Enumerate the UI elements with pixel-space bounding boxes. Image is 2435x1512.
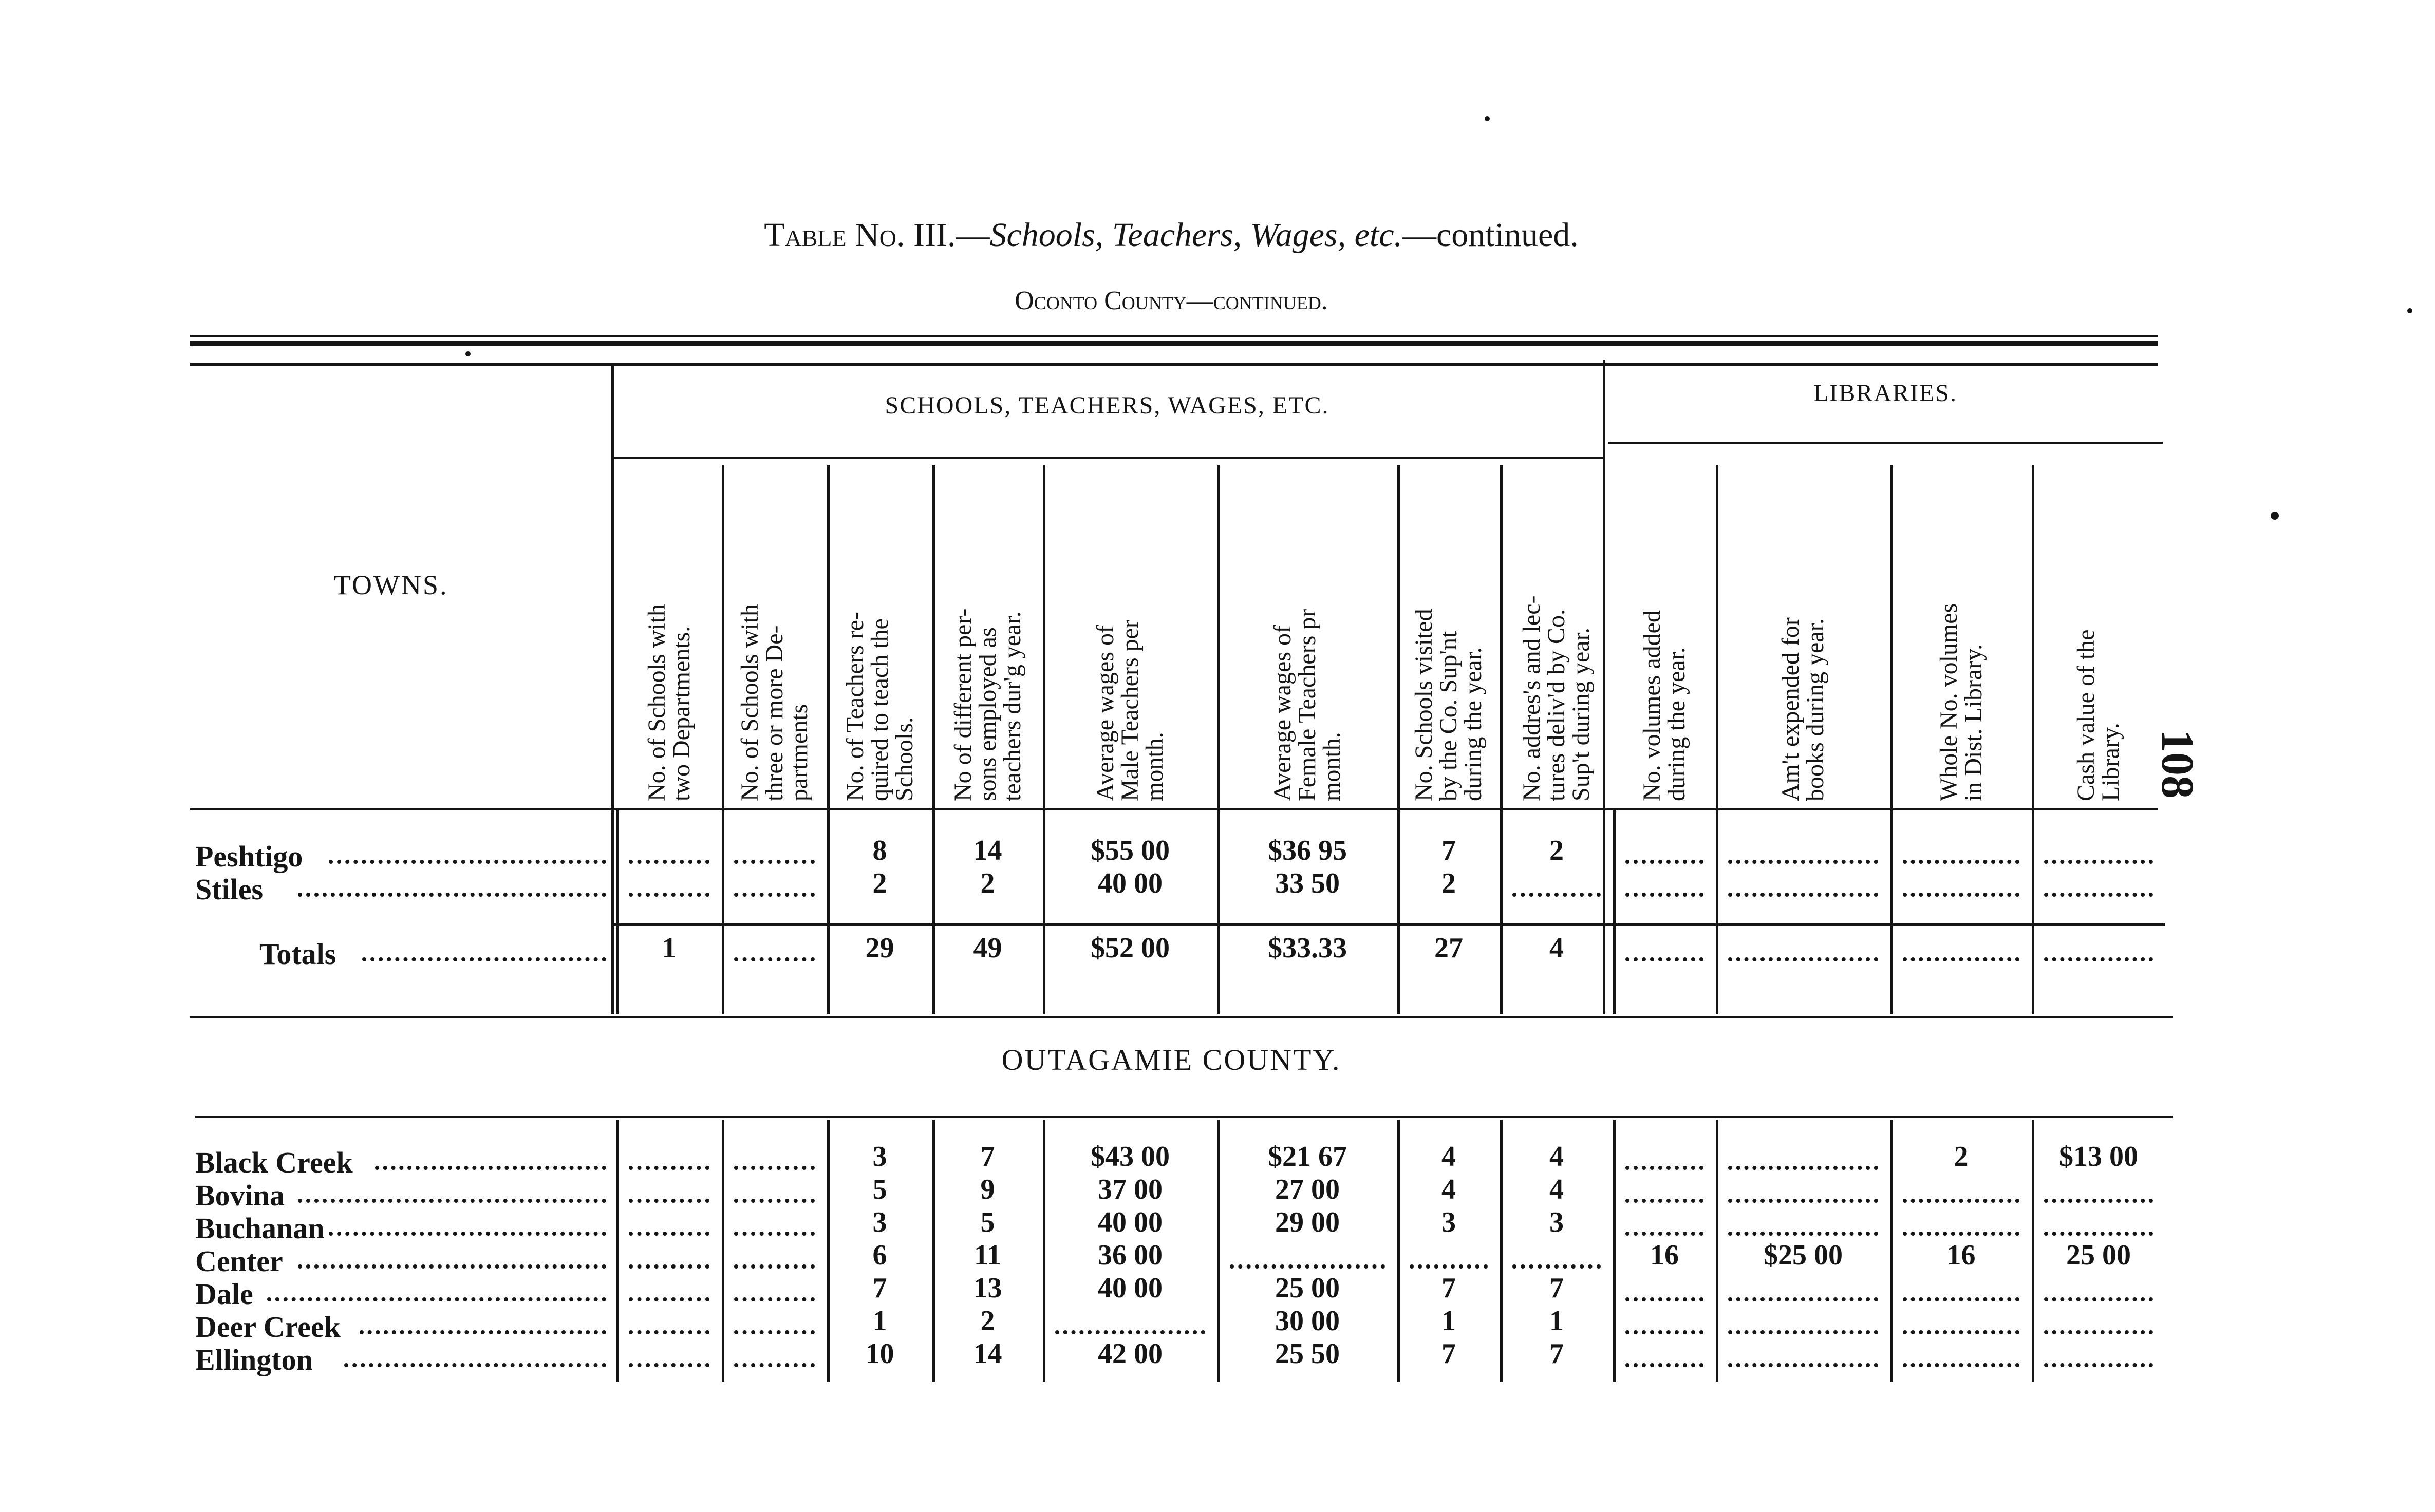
empty-cell-dots [1728, 1166, 1878, 1170]
leader-dots [344, 1363, 606, 1367]
empty-cell-dots [629, 893, 709, 897]
cell-value: 3 [1441, 1206, 1456, 1238]
page-number: 108 [2152, 729, 2203, 799]
cell-value: 2 [1549, 835, 1564, 866]
empty-cell-dots [2044, 1297, 2153, 1301]
empty-cell-dots [734, 957, 815, 961]
empty-cell-dots [2044, 1330, 2153, 1334]
leader-dots [362, 957, 606, 961]
column-divider [1603, 360, 1605, 1014]
column-divider [1043, 1120, 1045, 1382]
empty-cell-dots [629, 1330, 709, 1334]
empty-cell-dots [629, 1166, 709, 1170]
cell-value: 37 00 [1098, 1174, 1163, 1205]
empty-cell-dots [734, 893, 815, 897]
empty-cell-dots [1728, 1232, 1878, 1236]
column-header-line: quired to teach the [866, 618, 893, 801]
empty-cell-dots [734, 1297, 815, 1301]
column-header-line: month. [1141, 732, 1168, 801]
cell-value: 1 [1441, 1305, 1456, 1337]
column-divider [1613, 1120, 1616, 1382]
top-rule-under [190, 363, 2158, 366]
cell-value: $43 00 [1091, 1141, 1170, 1173]
column-header-line: Average wages of [1092, 625, 1119, 801]
column-divider [1613, 810, 1616, 1014]
totals-label: Totals [259, 937, 336, 971]
column-header-line: by the Co. Sup'nt [1435, 631, 1462, 801]
empty-cell-dots [1728, 1297, 1878, 1301]
empty-cell-dots [1625, 1363, 1703, 1367]
empty-cell-dots [1625, 1330, 1703, 1334]
empty-cell-dots [1625, 1297, 1703, 1301]
column-divider [1890, 810, 1893, 1014]
cell-value: 33 50 [1275, 867, 1340, 899]
cell-value: 27 00 [1275, 1174, 1340, 1205]
cell-value: 7 [1441, 1338, 1456, 1370]
empty-cell-dots [1903, 957, 2019, 961]
empty-cell-dots [629, 860, 709, 864]
column-divider [1043, 465, 1045, 809]
empty-cell-dots [734, 1166, 815, 1170]
empty-cell-dots [1625, 1199, 1703, 1203]
column-divider [1500, 1120, 1503, 1382]
empty-cell-dots [734, 1363, 815, 1367]
empty-cell-dots [1903, 1199, 2019, 1203]
column-divider [1043, 810, 1045, 1014]
title-prefix: Table No. III.— [764, 216, 990, 254]
empty-cell-dots [1728, 1330, 1878, 1334]
cell-value: 4 [1549, 1174, 1564, 1205]
empty-cell-dots [2044, 893, 2153, 897]
column-divider [2032, 465, 2034, 809]
oconto-bottom-rule [190, 1016, 2173, 1018]
empty-cell-dots [1410, 1264, 1488, 1269]
leader-dots [329, 860, 606, 864]
empty-cell-dots [629, 1363, 709, 1367]
leader-dots [298, 893, 606, 897]
empty-cell-dots [734, 1199, 815, 1203]
column-header-line: No. of Schools with [643, 604, 670, 801]
town-name: Black Creek [195, 1146, 353, 1179]
top-rule-thick [190, 341, 2158, 346]
column-header-line: during the year. [1459, 647, 1487, 801]
column-divider [1716, 465, 1718, 809]
column-header-line: Male Teachers per [1116, 620, 1144, 801]
cell-value: 7 [1549, 1272, 1564, 1304]
leader-dots [375, 1166, 606, 1170]
column-divider [616, 810, 619, 1014]
column-divider [1397, 810, 1400, 1014]
cell-value: 13 [973, 1272, 1002, 1304]
empty-cell-dots [1728, 1199, 1878, 1203]
cell-value: 1 [1549, 1305, 1564, 1337]
cell-value: 2 [1441, 867, 1456, 899]
header-bottom-rule [190, 808, 2158, 810]
cell-value: 3 [872, 1141, 887, 1173]
cell-value: 7 [1441, 1272, 1456, 1304]
empty-cell-dots [2044, 1232, 2153, 1236]
column-header-line: Sup't during year. [1567, 628, 1595, 801]
cell-value: $36 95 [1268, 835, 1347, 866]
town-name: Peshtigo [195, 840, 303, 873]
column-divider [1890, 1120, 1893, 1382]
column-header-line: No. of Schools with [736, 604, 763, 801]
cell-value: 4 [1441, 1174, 1456, 1205]
cell-value: 9 [980, 1174, 995, 1205]
cell-value: 8 [872, 835, 887, 866]
column-header-line: Cash value of the [2072, 629, 2100, 801]
empty-cell-dots [1625, 893, 1703, 897]
empty-cell-dots [1625, 957, 1703, 961]
empty-cell-dots [1728, 1363, 1878, 1367]
leader-dots [360, 1330, 606, 1334]
column-header-line: month. [1318, 732, 1345, 801]
column-divider [2032, 810, 2034, 1014]
empty-cell-dots [2044, 1199, 2153, 1203]
cell-value: 2 [980, 1305, 995, 1337]
empty-cell-dots [1230, 1264, 1385, 1269]
column-divider [616, 1120, 619, 1382]
column-divider [1500, 465, 1503, 809]
empty-cell-dots [1903, 1330, 2019, 1334]
column-header-line: No. of Teachers re- [841, 612, 869, 801]
table-title [0, 216, 2343, 255]
cell-value: 3 [1549, 1206, 1564, 1238]
empty-cell-dots [734, 1264, 815, 1269]
column-divider [722, 465, 724, 809]
libraries-subheader-rule [1608, 442, 2163, 444]
empty-cell-dots [1728, 893, 1878, 897]
cell-value: 4 [1441, 1141, 1456, 1173]
column-divider [1397, 465, 1400, 809]
cell-value: 6 [872, 1239, 887, 1271]
cell-value: 5 [980, 1206, 995, 1238]
empty-cell-dots [1625, 1232, 1703, 1236]
cell-value: 40 00 [1098, 867, 1163, 899]
cell-value: 27 [1434, 932, 1463, 964]
cell-value: $33.33 [1268, 932, 1347, 964]
column-header-line: No of different per- [949, 608, 977, 801]
outagamie-county-heading: OUTAGAMIE COUNTY. [1001, 1043, 1341, 1076]
print-speck [2407, 308, 2412, 313]
cell-value: 36 00 [1098, 1239, 1163, 1271]
empty-cell-dots [2044, 957, 2153, 961]
cell-value: 25 00 [2066, 1239, 2131, 1271]
cell-value: 3 [872, 1206, 887, 1238]
print-speck [1485, 116, 1490, 121]
empty-cell-dots [2044, 1363, 2153, 1367]
cell-value: 4 [1549, 932, 1564, 964]
column-divider [932, 810, 935, 1014]
column-header-line: Whole No. volumes [1935, 603, 1962, 801]
title-suffix: —continued. [1402, 216, 1579, 254]
town-name: Dale [195, 1277, 253, 1311]
cell-value: 42 00 [1098, 1338, 1163, 1370]
cell-value: 1 [662, 932, 677, 964]
cell-value: 7 [980, 1141, 995, 1173]
cell-value: $21 67 [1268, 1141, 1347, 1173]
column-header-line: in Dist. Library. [1959, 644, 1987, 801]
cell-value: 29 00 [1275, 1206, 1340, 1238]
cell-value: 4 [1549, 1141, 1564, 1173]
libraries-section-heading: LIBRARIES. [1813, 380, 1957, 407]
cell-value: 2 [872, 867, 887, 899]
empty-cell-dots [1903, 860, 2019, 864]
column-header-line: No. volumes added [1638, 610, 1665, 801]
cell-value: 16 [1946, 1239, 1976, 1271]
cell-value: 2 [980, 867, 995, 899]
title-italic: Schools, Teachers, Wages, etc. [989, 216, 1402, 254]
column-divider [1218, 1120, 1220, 1382]
empty-cell-dots [1625, 1166, 1703, 1170]
empty-cell-dots [629, 1199, 709, 1203]
column-header-line: Library. [2097, 723, 2124, 801]
empty-cell-dots [629, 1297, 709, 1301]
cell-value: 7 [872, 1272, 887, 1304]
cell-value: 1 [872, 1305, 887, 1337]
empty-cell-dots [1903, 893, 2019, 897]
column-header-line: three or more De- [760, 625, 788, 801]
empty-cell-dots [1903, 1232, 2019, 1236]
cell-value: 7 [1441, 835, 1456, 866]
outagamie-top-rule [195, 1116, 2173, 1118]
cell-value: 14 [973, 835, 1002, 866]
town-name: Deer Creek [195, 1310, 341, 1344]
cell-value: $55 00 [1091, 835, 1170, 866]
empty-cell-dots [1903, 1363, 2019, 1367]
column-divider [1218, 465, 1220, 809]
column-header-line: No. Schools visited [1410, 609, 1437, 801]
column-header-line: Am't expended for [1777, 617, 1804, 801]
leader-dots [267, 1297, 606, 1301]
column-divider [722, 1120, 724, 1382]
empty-cell-dots [1512, 1264, 1601, 1269]
town-name: Ellington [195, 1343, 313, 1376]
cell-value: 40 00 [1098, 1206, 1163, 1238]
print-speck [465, 351, 471, 356]
column-header-line: sons employed as [973, 627, 1001, 801]
cell-value: 25 50 [1275, 1338, 1340, 1370]
empty-cell-dots [2044, 860, 2153, 864]
schools-subheader-rule [614, 457, 1605, 459]
empty-cell-dots [734, 1232, 815, 1236]
column-header-line: during the year. [1663, 647, 1690, 801]
column-divider [1218, 810, 1220, 1014]
empty-cell-dots [629, 1264, 709, 1269]
cell-value: 29 [865, 932, 894, 964]
cell-value: $13 00 [2059, 1141, 2138, 1173]
town-name: Stiles [195, 873, 264, 906]
schools-section-heading: SCHOOLS, TEACHERS, WAGES, ETC. [885, 392, 1329, 419]
leader-dots [329, 1232, 606, 1236]
column-divider [2032, 1120, 2034, 1382]
table-subtitle: Oconto County—continued. [1015, 286, 1328, 315]
cell-value: 30 00 [1275, 1305, 1340, 1337]
cell-value: $52 00 [1091, 932, 1170, 964]
towns-heading: TOWNS. [334, 570, 448, 600]
column-header-line: No. addres's and lec- [1518, 595, 1545, 801]
town-name: Center [195, 1244, 283, 1278]
column-divider [827, 1120, 830, 1382]
cell-value: 7 [1549, 1338, 1564, 1370]
empty-cell-dots [1728, 860, 1878, 864]
cell-value: 25 00 [1275, 1272, 1340, 1304]
empty-cell-dots [1055, 1330, 1205, 1334]
empty-cell-dots [1903, 1297, 2019, 1301]
column-header-line: tures deliv'd by Co. [1543, 609, 1570, 801]
column-header-line: teachers dur'g year. [998, 611, 1026, 801]
town-name: Buchanan [195, 1212, 325, 1245]
column-header-line: books during year. [1802, 618, 1829, 801]
cell-value: 49 [973, 932, 1002, 964]
print-speck [2271, 512, 2279, 520]
leader-dots [298, 1264, 606, 1269]
column-divider [1500, 810, 1503, 1014]
cell-value: 16 [1650, 1239, 1679, 1271]
column-header-line: Schools. [890, 716, 918, 801]
column-divider [827, 810, 830, 1014]
column-divider [932, 465, 935, 809]
column-divider [1890, 465, 1893, 809]
column-divider [611, 366, 614, 1014]
empty-cell-dots [629, 1232, 709, 1236]
leader-dots [298, 1199, 606, 1203]
cell-value: 11 [974, 1239, 1001, 1271]
empty-cell-dots [1625, 860, 1703, 864]
column-header-line: Average wages of [1269, 625, 1296, 801]
cell-value: 5 [872, 1174, 887, 1205]
empty-cell-dots [734, 860, 815, 864]
column-divider [932, 1120, 935, 1382]
empty-cell-dots [734, 1330, 815, 1334]
column-divider [1716, 810, 1718, 1014]
cell-value: 2 [1954, 1141, 1969, 1173]
column-divider [1397, 1120, 1400, 1382]
cell-value: 14 [973, 1338, 1002, 1370]
cell-value: 10 [865, 1338, 894, 1370]
totals-top-rule [614, 923, 2165, 926]
column-divider [827, 465, 830, 809]
column-divider [1716, 1120, 1718, 1382]
empty-cell-dots [1728, 957, 1878, 961]
column-header-line: partments [785, 704, 813, 801]
cell-value: $25 00 [1764, 1239, 1843, 1271]
town-name: Bovina [195, 1179, 285, 1212]
cell-value: 40 00 [1098, 1272, 1163, 1304]
column-divider [722, 810, 724, 1014]
column-header-line: Female Teachers pr [1294, 609, 1321, 801]
top-rule-thin [190, 335, 2158, 337]
column-header-line: two Departments. [667, 626, 695, 801]
empty-cell-dots [1512, 893, 1601, 897]
